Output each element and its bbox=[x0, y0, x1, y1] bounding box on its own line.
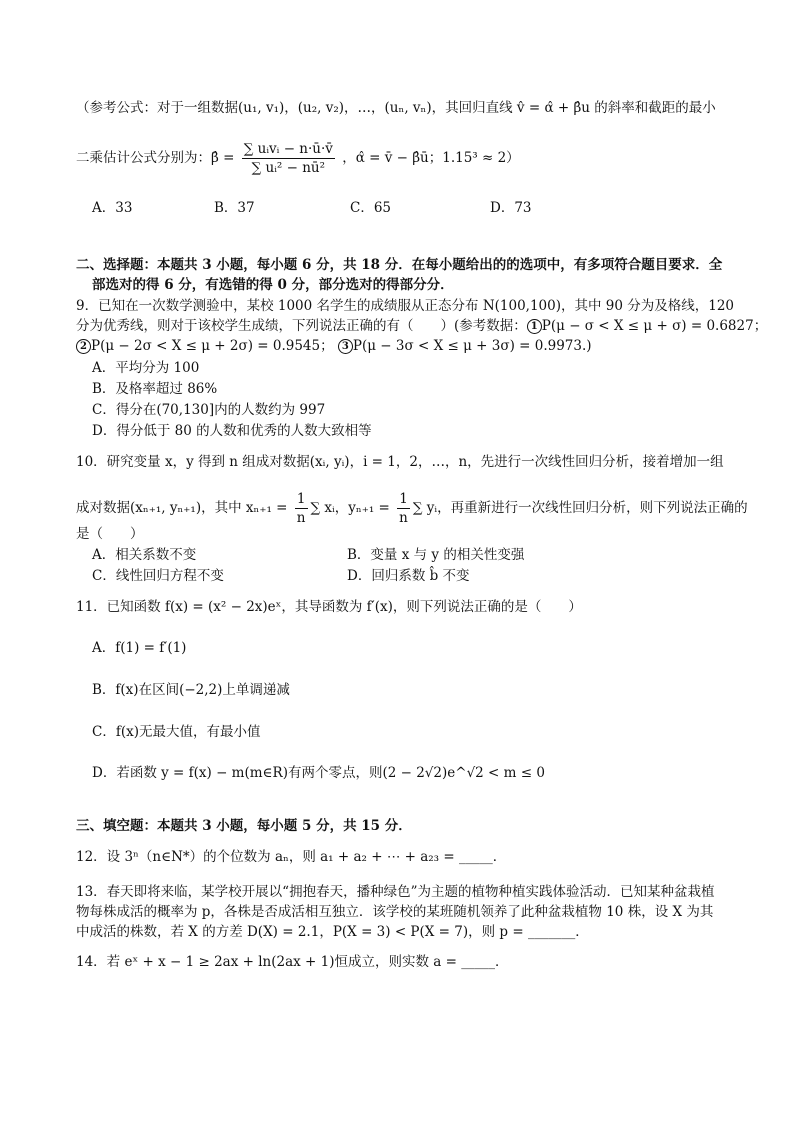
frac-one-over-n-y bbox=[397, 490, 410, 527]
q10-option-b: B．变量 x 与 y 的相关性变强 bbox=[347, 547, 525, 563]
q9-line-2 bbox=[76, 317, 767, 335]
q14-line: 14．若 eˣ + x − 1 ≥ 2ax + ln(2ax + 1)恒成立，则实数 a = _____． bbox=[76, 954, 509, 970]
q10-option-d: D．回归系数 b̂ 不变 bbox=[347, 568, 470, 584]
q8-option-d: D．73 bbox=[490, 200, 532, 216]
q11-option-c: C．f(x)无最大值，有最小值 bbox=[92, 724, 261, 740]
formula-prefix: 二乘估计公式分别为：β̂ = bbox=[76, 150, 235, 166]
q9-ref-2: P(μ − 2σ < X ≤ μ + 2σ) = 0.9545； bbox=[91, 338, 334, 354]
circled-one-icon: 1 bbox=[527, 319, 542, 334]
frac-denominator: n bbox=[296, 510, 306, 526]
section2-heading-line1: 二、选择题：本题共 3 小题，每小题 6 分，共 18 分．在每小题给出的的选项中，有多项符合题目要求．全 bbox=[76, 257, 723, 273]
q10-line-2b: ，yₙ₊₁ = bbox=[334, 500, 390, 516]
q8-option-b: B．37 bbox=[214, 200, 255, 216]
q13-line-3: 中成活的株数，若 X 的方差 D(X) = 2.1，P(X = 3) < P(X = 7)，则 p = _______． bbox=[76, 924, 589, 940]
q9-line-3 bbox=[76, 337, 592, 355]
frac-numerator: 1 bbox=[397, 490, 410, 509]
beta-fraction bbox=[242, 140, 335, 177]
q10-line-1: 10．研究变量 x，y 得到 n 组成对数据(xᵢ, yᵢ)，i = 1，2，…，n，先进行一次线性回归分析，接着增加一组 bbox=[76, 454, 724, 470]
formula-line-1: （参考公式：对于一组数据(u₁, v₁)，(u₂, v₂)，…，(uₙ, vₙ)，其回归直线 v̂ = α̂ + β̂u 的斜率和截距的最小 bbox=[76, 100, 716, 116]
section3-heading: 三、填空题：本题共 3 小题，每小题 5 分，共 15 分． bbox=[76, 818, 412, 834]
q10-line-2a: 成对数据(xₙ₊₁, yₙ₊₁)，其中 xₙ₊₁ = bbox=[76, 500, 288, 516]
formula-line-2 bbox=[76, 140, 520, 177]
q11-option-b: B．f(x)在区间(−2,2)上单调递减 bbox=[92, 682, 290, 698]
q11-option-a: A．f(1) = f′(1) bbox=[92, 640, 187, 656]
q13-line-2: 物每株成活的概率为 p，各株是否成活相互独立．该学校的某班随机领养了此种盆栽植物 10 株，设 X 为其 bbox=[76, 904, 714, 920]
q9-option-c: C．得分在(70,130]内的人数约为 997 bbox=[92, 402, 326, 418]
section2-heading-line2: 部选对的得 6 分，有选错的得 0 分，部分选对的得部分分． bbox=[92, 277, 454, 293]
q12-line: 12．设 3ⁿ（n∈N*）的个位数为 aₙ，则 a₁ + a₂ + ⋯ + a₂₃ = _____． bbox=[76, 849, 507, 865]
beta-numerator: ∑ uᵢvᵢ − n·ū·v̄ bbox=[243, 141, 333, 157]
q9-option-b: B．及格率超过 86% bbox=[92, 381, 218, 397]
q10-line-2c: ，再重新进行一次线性回归分析，则下列说法正确的 bbox=[437, 500, 748, 516]
q9-line-1: 9．已知在一次数学测验中，某校 1000 名学生的成绩服从正态分布 N(100,100)，其中 90 分为及格线，120 bbox=[76, 298, 735, 314]
formula-suffix: ，α̂ = v̄ − β̂ū；1.15³ ≈ 2） bbox=[342, 150, 520, 166]
q8-option-c: C．65 bbox=[350, 200, 392, 216]
beta-denominator: ∑ uᵢ² − nū² bbox=[251, 160, 326, 176]
q8-option-a: A．33 bbox=[92, 200, 133, 216]
q10-option-a: A．相关系数不变 bbox=[92, 547, 197, 563]
q9-line-2-text: 分为优秀线，则对于该校学生成绩，下列说法正确的有（ ）(参考数据： bbox=[76, 318, 527, 334]
q9-option-a: A．平均分为 100 bbox=[92, 360, 200, 376]
sum-x: ∑ xᵢ bbox=[310, 500, 335, 516]
q10-line-3: 是（ ） bbox=[76, 526, 144, 542]
q10-line-2 bbox=[76, 490, 748, 527]
sum-y: ∑ yᵢ bbox=[412, 500, 438, 516]
q13-line-1: 13．春天即将来临，某学校开展以“拥抱春天，播种绿色”为主题的植物种植实践体验活动．已知某种盆栽植 bbox=[76, 884, 715, 900]
q9-ref-1: P(μ − σ < X ≤ μ + σ) = 0.6827； bbox=[541, 318, 768, 334]
frac-numerator: 1 bbox=[295, 490, 308, 509]
q10-option-c: C．线性回归方程不变 bbox=[92, 568, 224, 584]
q11-option-d: D．若函数 y = f(x) − m(m∈R)有两个零点，则(2 − 2√2)e^√2 < m ≤ 0 bbox=[92, 765, 545, 781]
q9-ref-3: P(μ − 3σ < X ≤ μ + 3σ) = 0.9973.) bbox=[352, 338, 592, 354]
frac-denominator: n bbox=[399, 510, 408, 526]
q11-line-1: 11．已知函数 f(x) = (x² − 2x)eˣ，其导函数为 f′(x)，则下列说法正确的是（ ） bbox=[76, 599, 582, 615]
circled-two-icon: 2 bbox=[76, 339, 91, 354]
frac-one-over-n-x bbox=[295, 490, 308, 527]
q9-option-d: D．得分低于 80 的人数和优秀的人数大致相等 bbox=[92, 423, 372, 439]
circled-three-icon: 3 bbox=[338, 339, 353, 354]
